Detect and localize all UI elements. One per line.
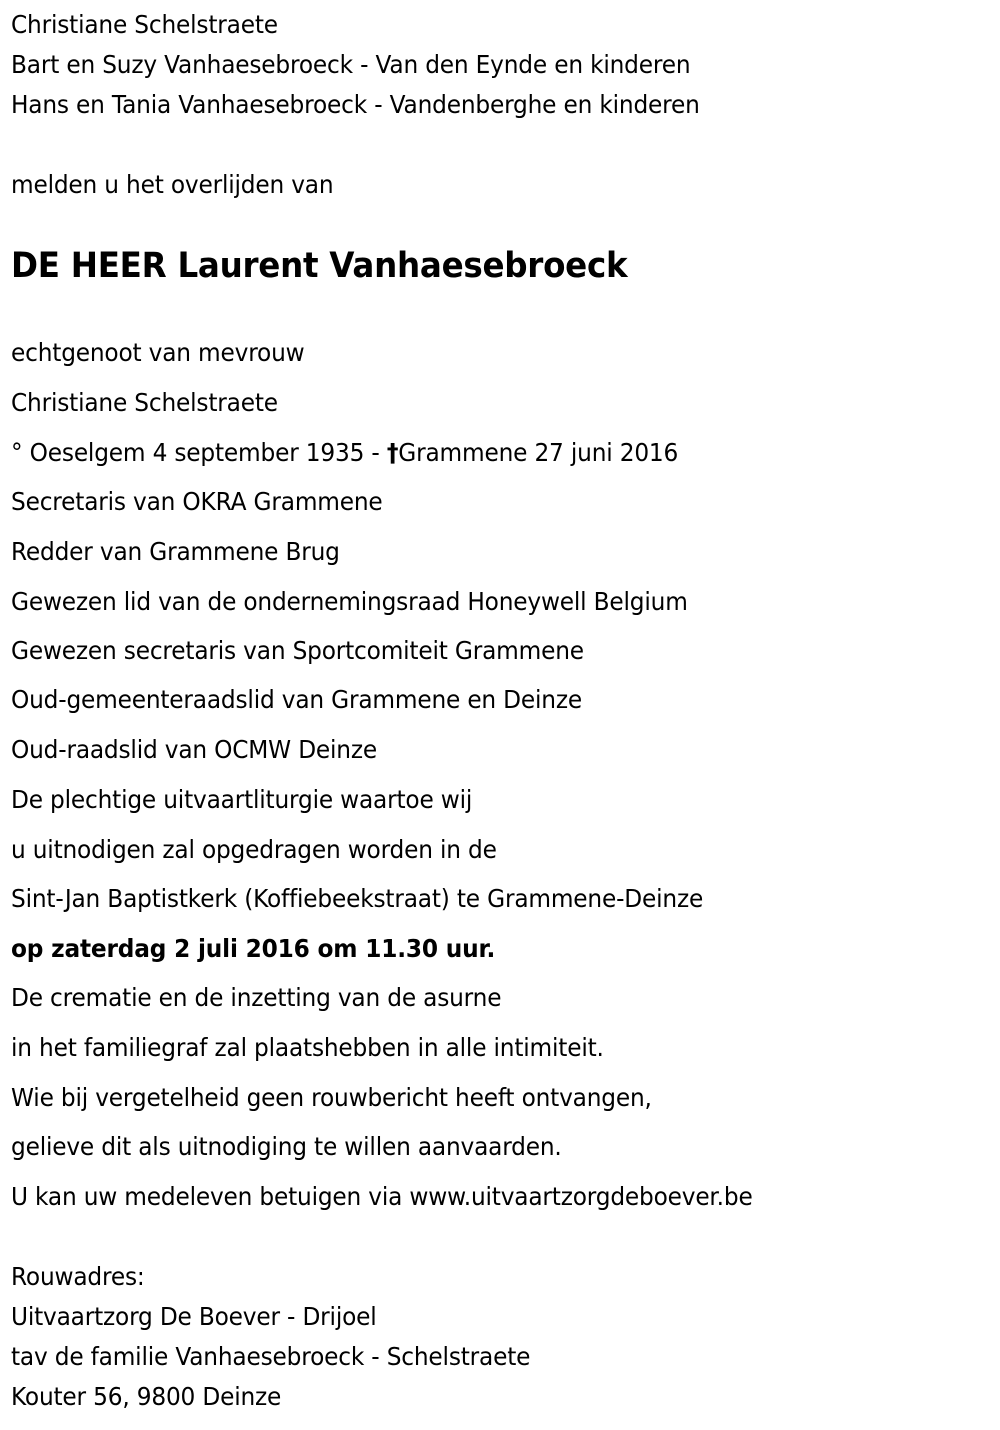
condolence-text: U kan uw medeleven betuigen via <box>11 1182 410 1211</box>
role-line: Oud-raadslid van OCMW Deinze <box>11 735 377 764</box>
ceremony-after-line: gelieve dit als uitnodiging te willen aanvaarden. <box>11 1132 562 1161</box>
ceremony-line: Sint-Jan Baptistkerk (Koffiebeekstraat) te Grammene-Deinze <box>11 884 704 913</box>
ceremony-datetime: op zaterdag 2 juli 2016 om 11.30 uur. <box>11 934 496 963</box>
ceremony-after-line: in het familiegraf zal plaatshebben in alle intimiteit. <box>11 1033 604 1062</box>
birth-symbol-icon: ° <box>11 438 23 467</box>
address-label: Rouwadres: <box>11 1262 145 1291</box>
condolence-line <box>11 1182 753 1212</box>
condolence-link[interactable]: www.uitvaartzorgdeboever.be <box>409 1182 753 1211</box>
family-line: Bart en Suzy Vanhaesebroeck - Van den Eynde en kinderen <box>11 50 691 79</box>
life-dates <box>11 438 678 468</box>
role-line: Oud-gemeenteraadslid van Grammene en Deinze <box>11 685 582 714</box>
death-info: Grammene 27 juni 2016 <box>398 438 679 467</box>
role-line: Secretaris van OKRA Grammene <box>11 487 383 516</box>
ceremony-line: De plechtige uitvaartliturgie waartoe wij <box>11 785 473 814</box>
spouse-name: Christiane Schelstraete <box>11 388 278 417</box>
deceased-title: DE HEER Laurent Vanhaesebroeck <box>11 246 628 286</box>
birth-info: Oeselgem 4 september 1935 - <box>29 438 380 467</box>
address-line: Kouter 56, 9800 Deinze <box>11 1382 282 1411</box>
cross-icon: † <box>386 438 399 467</box>
address-line: tav de familie Vanhaesebroeck - Schelstraete <box>11 1342 531 1371</box>
address-line: Uitvaartzorg De Boever - Drijoel <box>11 1302 377 1331</box>
spouse-label: echtgenoot van mevrouw <box>11 338 305 367</box>
announcement-text: melden u het overlijden van <box>11 170 334 199</box>
ceremony-after-line: De crematie en de inzetting van de asurne <box>11 983 502 1012</box>
role-line: Redder van Grammene Brug <box>11 537 340 566</box>
ceremony-line: u uitnodigen zal opgedragen worden in de <box>11 835 497 864</box>
ceremony-after-line: Wie bij vergetelheid geen rouwbericht heeft ontvangen, <box>11 1083 652 1112</box>
family-line: Hans en Tania Vanhaesebroeck - Vandenberghe en kinderen <box>11 90 700 119</box>
family-line: Christiane Schelstraete <box>11 10 278 39</box>
role-line: Gewezen lid van de ondernemingsraad Honeywell Belgium <box>11 587 688 616</box>
role-line: Gewezen secretaris van Sportcomiteit Grammene <box>11 636 584 665</box>
